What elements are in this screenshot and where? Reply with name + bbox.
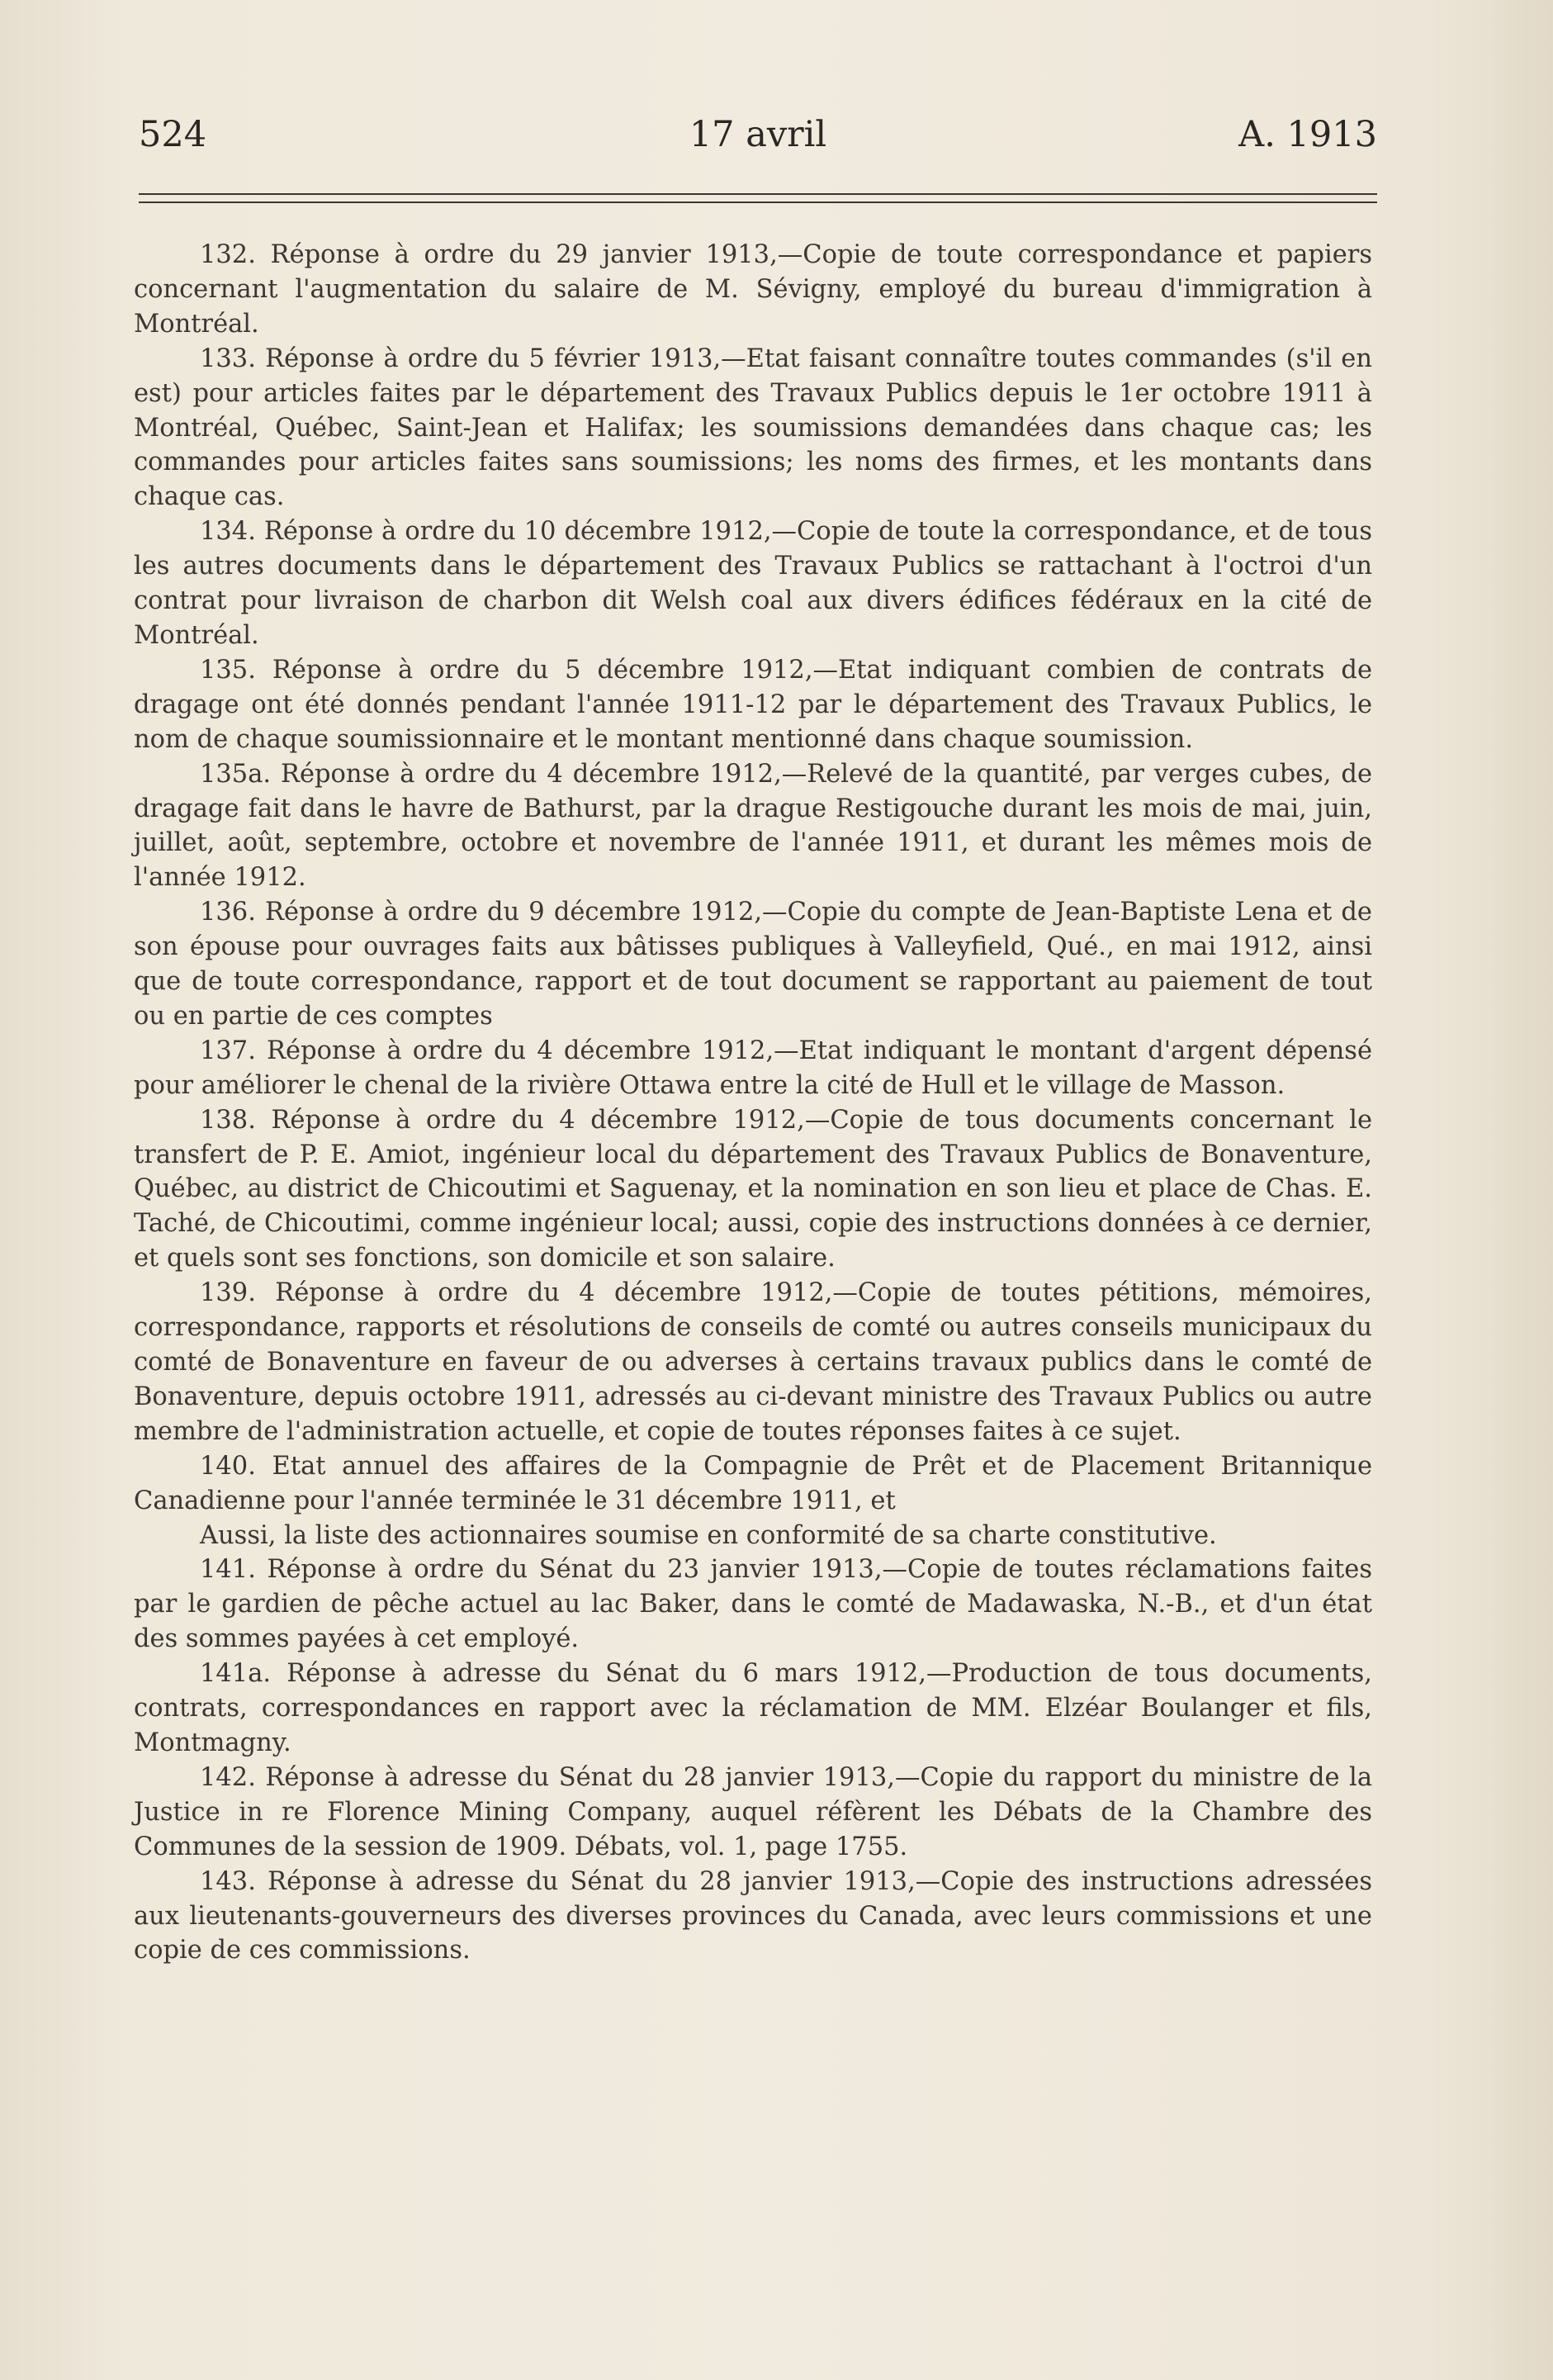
entry-141: 141. Réponse à ordre du Sénat du 23 janvier 1913,—Copie de toutes réclamations faites par le gardien de pêche actuel au lac Baker, dans le comté de Madawaska, N.-B., et d'un état des sommes payées à cet employé. [134,1555,1372,1654]
page-number: 524 [139,114,207,155]
entry-132: 132. Réponse à ordre du 29 janvier 1913,—Copie de toute correspondance et papiers concernant l'augmentation du salaire de M. Sévigny, employé du bureau d'immigration à Montréal. [134,240,1372,339]
entry-141a: 141a. Réponse à adresse du Sénat du 6 mars 1912,—Production de tous documents, contrats, correspondances en rapport avec la réclamation de MM. Elzéar Boulanger et fils, Montmagny. [134,1659,1372,1757]
entry-134: 134. Réponse à ordre du 10 décembre 1912,—Copie de toute la correspondance, et de tous les autres documents dans le département des Travaux Publics se rattachant à l'octroi d'un contrat pour livraison de charbon dit Welsh coal aux divers édifices fédéraux en la cité de Montréal. [134,517,1372,650]
document-body [134,238,1372,1968]
entry-142: 142. Réponse à adresse du Sénat du 28 janvier 1913,—Copie du rapport du ministre de la Justice in re Florence Mining Company, auquel réfèrent les Débats de la Chambre des Communes de la session de 1909. Débats, vol. 1, page 1755. [134,1762,1372,1861]
entry-137: 137. Réponse à ordre du 4 décembre 1912,—Etat indiquant le montant d'argent dépensé pour améliorer le chenal de la rivière Ottawa entre la cité de Hull et le village de Masson. [134,1036,1372,1100]
entry-140-continued: Aussi, la liste des actionnaires soumise en conformité de sa charte constitutive. [200,1520,1217,1550]
page-year: A. 1913 [1238,114,1377,155]
entry-143: 143. Réponse à adresse du Sénat du 28 janvier 1913,—Copie des instructions adressées aux lieutenants-gouverneurs des diverses provinces du Canada, avec leurs commissions et une copie de ces commissions. [134,1866,1372,1965]
header-rule-bottom [139,201,1377,203]
entry-139: 139. Réponse à ordre du 4 décembre 1912,—Copie de toutes pétitions, mémoires, correspondance, rapports et résolutions de conseils de comté ou autres conseils municipaux du comté de Bonaventure en faveur de ou adverses à certains travaux publics dans le comté de Bonaventure, depuis octobre 1911, adressés au ci-devant ministre des Travaux Publics ou autre membre de l'administration actuelle, et copie de toutes réponses faites à ce sujet. [134,1278,1372,1446]
page-header [139,114,1377,172]
entry-138: 138. Réponse à ordre du 4 décembre 1912,—Copie de tous documents concernant le transfert de P. E. Amiot, ingénieur local du département des Travaux Publics de Bonaventure, Québec, au district de Chicoutimi et Saguenay, et la nomination en son lieu et place de Chas. E. Taché, de Chicoutimi, comme ingénieur local; aussi, copie des instructions données à ce dernier, et quels sont ses fonctions, son domicile et son salaire. [134,1105,1372,1273]
entry-140: 140. Etat annuel des affaires de la Compagnie de Prêt et de Placement Britannique Canadienne pour l'année terminée le 31 décembre 1911, et [134,1451,1372,1515]
entry-133: 133. Réponse à ordre du 5 février 1913,—Etat faisant connaître toutes commandes (s'il en est) pour articles faites par le département des Travaux Publics depuis le 1er octobre 1911 à Montréal, Québec, Saint-Jean et Halifax; les soumissions demandées dans chaque cas; les commandes pour articles faites sans soumissions; les noms des firmes, et les montants dans chaque cas. [134,344,1372,512]
page-date: 17 avril [689,114,827,155]
header-rule-top [139,193,1377,195]
entry-135: 135. Réponse à ordre du 5 décembre 1912,—Etat indiquant combien de contrats de dragage ont été donnés pendant l'année 1911-12 par le département des Travaux Publics, le nom de chaque soumissionnaire et le montant mentionné dans chaque soumission. [134,655,1372,754]
entry-135a: 135a. Réponse à ordre du 4 décembre 1912,—Relevé de la quantité, par verges cubes, de dragage fait dans le havre de Bathurst, par la drague Restigouche durant les mois de mai, juin, juillet, août, septembre, octobre et novembre de l'année 1911, et durant les mêmes mois de l'année 1912. [134,759,1372,893]
entry-136: 136. Réponse à ordre du 9 décembre 1912,—Copie du compte de Jean-Baptiste Lena et de son épouse pour ouvrages faits aux bâtisses publiques à Valleyfield, Qué., en mai 1912, ainsi que de toute correspondance, rapport et de tout document se rapportant au paiement de tout ou en partie de ces comptes [134,898,1372,1031]
